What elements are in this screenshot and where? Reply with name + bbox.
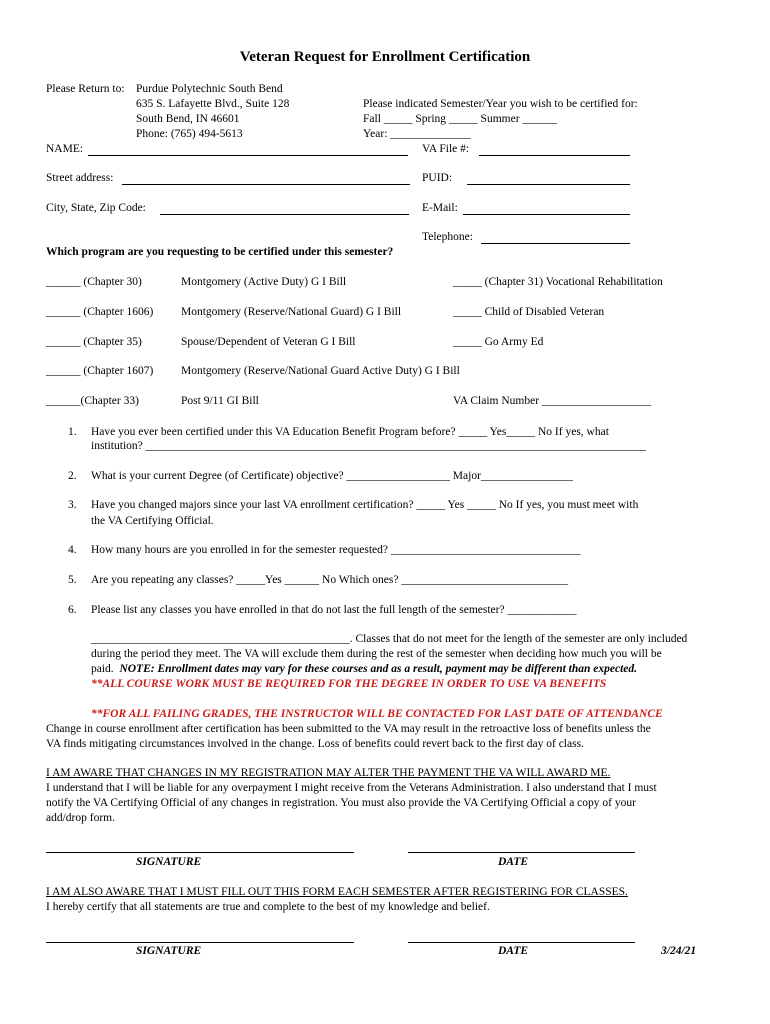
program-army[interactable]: _____ Go Army Ed <box>453 336 544 348</box>
q1-institution[interactable]: institution? _______________________________________________________________________________________ <box>91 440 646 452</box>
email-label: E-Mail: <box>422 202 458 214</box>
email-field[interactable] <box>463 214 630 215</box>
program-ch35-name: Spouse/Dependent of Veteran G I Bill <box>181 336 356 348</box>
signature-line-1[interactable] <box>46 852 354 853</box>
q6-number: 6. <box>68 604 77 616</box>
aware-2-line-1: I hereby certify that all statements are true and complete to the best of my knowledge and belief. <box>46 901 490 913</box>
program-child[interactable]: _____ Child of Disabled Veteran <box>453 306 605 318</box>
name-field[interactable] <box>88 155 408 156</box>
q5-number: 5. <box>68 574 77 586</box>
q3-number: 3. <box>68 499 77 511</box>
street-field[interactable] <box>122 184 410 185</box>
signature-label-1: SIGNATURE <box>136 856 202 868</box>
program-ch1607[interactable]: ______ (Chapter 1607) <box>46 365 154 377</box>
va-claim-number[interactable]: VA Claim Number ___________________ <box>453 395 652 407</box>
telephone-label: Telephone: <box>422 231 473 243</box>
classes-line-3 <box>91 662 637 677</box>
q4-number: 4. <box>68 544 77 556</box>
return-city: South Bend, IN 46601 <box>136 113 240 125</box>
name-label: NAME: <box>46 143 84 155</box>
program-ch1606[interactable]: ______ (Chapter 1606) <box>46 306 154 318</box>
city-field[interactable] <box>160 214 409 215</box>
q3-text-cont: the VA Certifying Official. <box>91 515 214 527</box>
enrollment-note: NOTE: Enrollment dates may vary for these courses and as a result, payment may be different than expected. <box>119 663 638 675</box>
classes-line-1[interactable]: _____________________________________________. Classes that do not meet for the length of the semester are only included <box>91 633 688 645</box>
aware-1-line-3: add/drop form. <box>46 812 115 824</box>
program-ch35[interactable]: ______ (Chapter 35) <box>46 336 142 348</box>
date-label-1: DATE <box>498 856 529 868</box>
aware-heading-2: I AM ALSO AWARE THAT I MUST FILL OUT THIS FORM EACH SEMESTER AFTER REGISTERING FOR CLASSES. <box>46 886 628 898</box>
semester-terms[interactable]: Fall _____ Spring _____ Summer ______ <box>363 113 557 125</box>
semester-prompt: Please indicated Semester/Year you wish to be certified for: <box>363 98 638 110</box>
aware-1-line-2: notify the VA Certifying Official of any changes in registration. You must also provide the VA Certifying Official a copy of your <box>46 797 636 809</box>
va-file-field[interactable] <box>479 155 630 156</box>
signature-line-2[interactable] <box>46 942 354 943</box>
city-label: City, State, Zip Code: <box>46 202 146 214</box>
q5-text[interactable]: Are you repeating any classes? _____Yes ______ No Which ones? _____________________________ <box>91 574 569 586</box>
q6-text[interactable]: Please list any classes you have enrolled in that do not last the full length of the semester? ____________ <box>91 604 577 616</box>
date-line-2[interactable] <box>408 942 635 943</box>
coursework-warning: **ALL COURSE WORK MUST BE REQUIRED FOR THE DEGREE IN ORDER TO USE VA BENEFITS <box>91 678 607 690</box>
semester-year[interactable]: Year: ______________ <box>363 128 471 140</box>
q1-text[interactable]: Have you ever been certified under this VA Education Benefit Program before? _____ Yes_____ No If yes, what <box>91 426 609 438</box>
program-ch33[interactable]: ______(Chapter 33) <box>46 395 139 407</box>
return-street: 635 S. Lafayette Blvd., Suite 128 <box>136 98 290 110</box>
return-name: Purdue Polytechnic South Bend <box>136 83 283 95</box>
date-label-2: DATE <box>498 945 529 957</box>
change-text-2: VA finds mitigating circumstances involved in the change. Loss of benefits could revert back to the first day of class. <box>46 738 584 750</box>
va-file-label: VA File #: <box>422 143 470 155</box>
q2-text[interactable]: What is your current Degree (of Certificate) objective? __________________ Major________________ <box>91 470 573 482</box>
aware-heading-1: I AM AWARE THAT CHANGES IN MY REGISTRATION MAY ALTER THE PAYMENT THE VA WILL AWARD ME. <box>46 767 611 779</box>
form-title: Veteran Request for Enrollment Certification <box>239 49 531 65</box>
program-ch31[interactable]: _____ (Chapter 31) Vocational Rehabilitation <box>453 276 663 288</box>
q4-text[interactable]: How many hours are you enrolled in for the semester requested? _________________________________ <box>91 544 581 556</box>
program-question: Which program are you requesting to be certified under this semester? <box>46 246 394 258</box>
program-ch1606-name: Montgomery (Reserve/National Guard) G I Bill <box>181 306 402 318</box>
program-ch30[interactable]: ______ (Chapter 30) <box>46 276 142 288</box>
form-revision-date: 3/24/21 <box>661 945 697 957</box>
change-text-1: Change in course enrollment after certification has been submitted to the VA may result in the retroactive loss of benefits unless the <box>46 723 651 735</box>
puid-field[interactable] <box>467 184 630 185</box>
puid-label: PUID: <box>422 172 453 184</box>
classes-line-2: during the period they meet. The VA will exclude them during the rest of the semester when deciding how much you will be <box>91 648 662 660</box>
program-ch1607-name: Montgomery (Reserve/National Guard Active Duty) G I Bill <box>181 365 460 377</box>
failing-grades-warning: **FOR ALL FAILING GRADES, THE INSTRUCTOR WILL BE CONTACTED FOR LAST DATE OF ATTENDANCE <box>91 708 663 720</box>
program-ch33-name: Post 9/11 GI Bill <box>181 395 259 407</box>
q3-text[interactable]: Have you changed majors since your last VA enrollment certification? _____ Yes _____ No If yes, you must meet with <box>91 499 639 511</box>
q2-number: 2. <box>68 470 77 482</box>
telephone-field[interactable] <box>481 243 630 244</box>
return-to-label: Please Return to: <box>46 83 125 95</box>
signature-label-2: SIGNATURE <box>136 945 202 957</box>
paid-text: paid. <box>91 663 114 675</box>
date-line-1[interactable] <box>408 852 635 853</box>
return-phone: Phone: (765) 494-5613 <box>136 128 243 140</box>
q1-number: 1. <box>68 426 77 438</box>
program-ch30-name: Montgomery (Active Duty) G I Bill <box>181 276 347 288</box>
street-label: Street address: <box>46 172 114 184</box>
aware-1-line-1: I understand that I will be liable for any overpayment I might receive from the Veterans Administration. I also understand that I must <box>46 782 657 794</box>
